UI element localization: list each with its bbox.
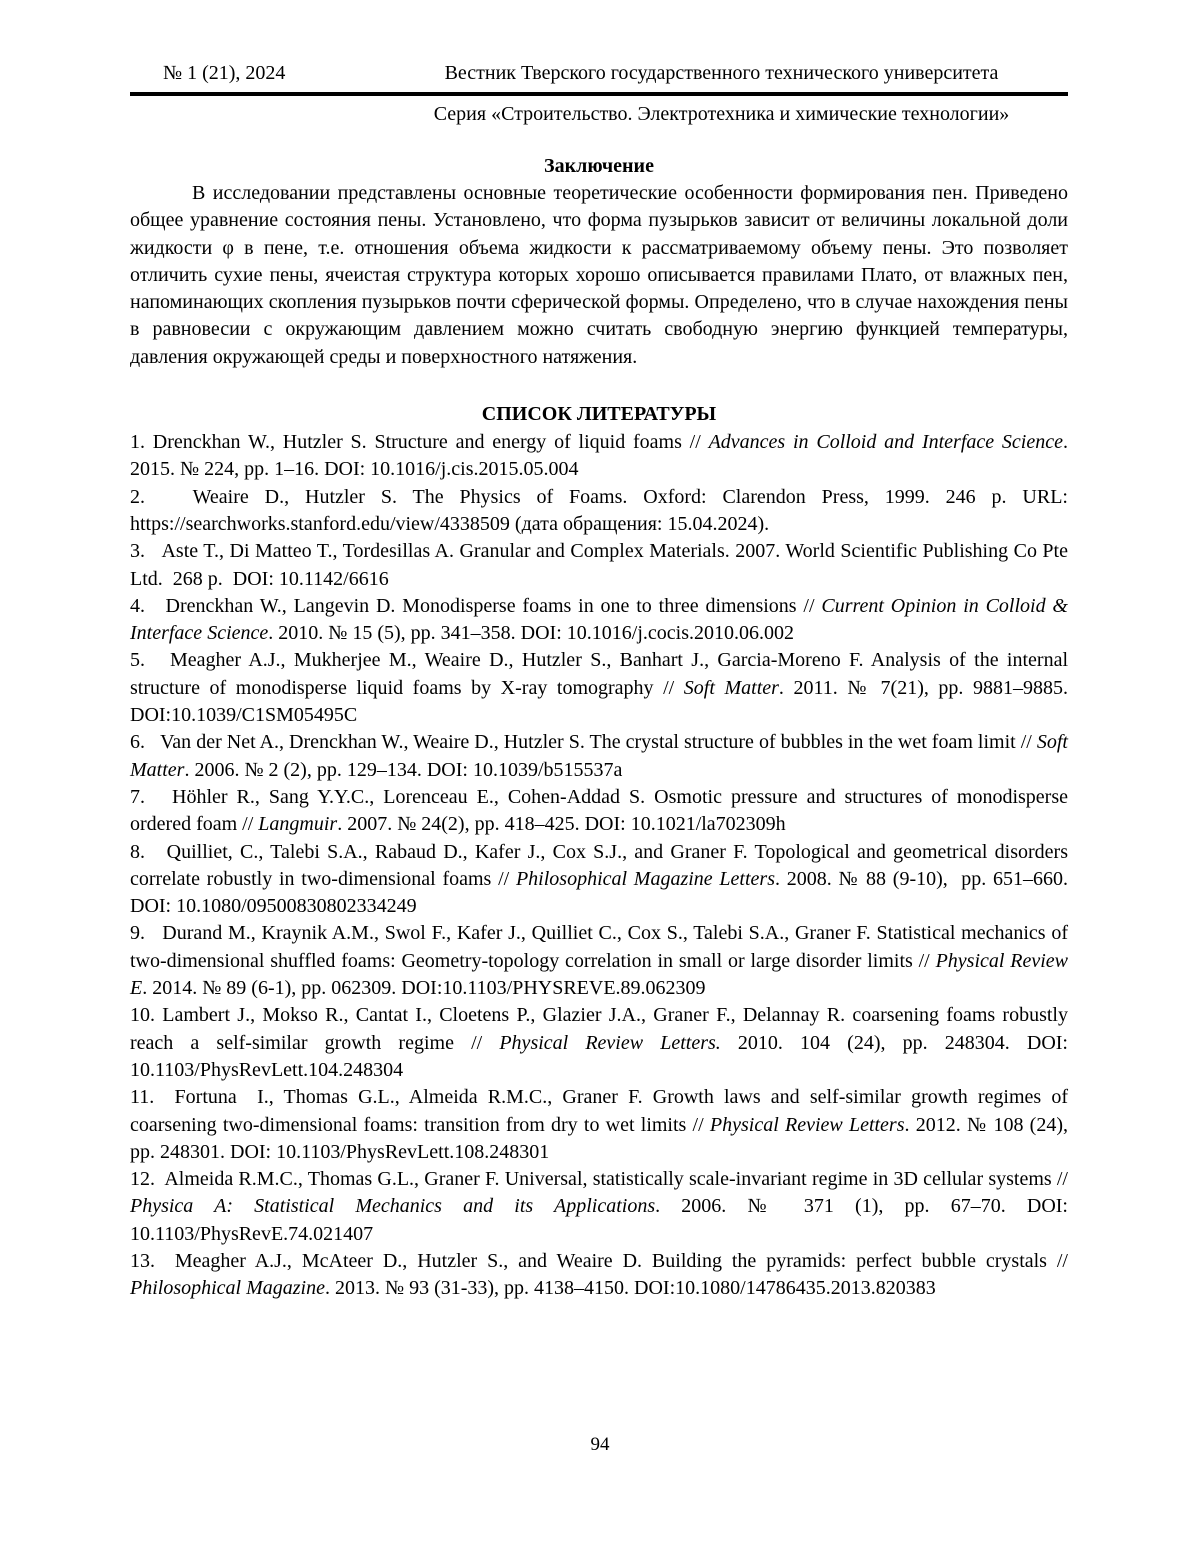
reference-text: . 2012. № 108 (24), pp. 248301. DOI: 10.1103/PhysRevLett.108.248301: [130, 1113, 1069, 1163]
reference-text: . 2011. № 7(21), pp. 9881–9885. DOI:10.1039/C1SM05495C: [130, 676, 1068, 727]
reference-journal-title: Physical Review Letters.: [499, 1031, 721, 1054]
reference-text: . 2007. № 24(2), pp. 418–425. DOI: 10.1021/la702309h: [337, 813, 786, 836]
reference-item: [130, 647, 1068, 729]
references-list: [130, 429, 1068, 1303]
reference-text: 3. Aste T., Di Matteo T., Tordesillas A. Granular and Complex Materials. 2007. World Scientific Publishing Co Pte Ltd. 268 p. DOI: 10.1142/6616: [130, 540, 1068, 590]
reference-item: [130, 839, 1068, 921]
reference-item: [130, 484, 1068, 539]
reference-item: [130, 920, 1068, 1002]
reference-text: . 2010. № 15 (5), pp. 341–358. DOI: 10.1016/j.cocis.2010.06.002: [268, 622, 794, 645]
reference-text: 1. Drenckhan W., Hutzler S. Structure and energy of liquid foams //: [130, 431, 709, 454]
reference-journal-title: Philosophical Magazine: [130, 1277, 325, 1300]
issue-number: № 1 (21), 2024: [163, 62, 286, 84]
reference-text: 10. Lambert J., Mokso R., Cantat I., Cloetens P., Glazier J.A., Graner F., Delannay R. coarsening foams robustly reach a self-similar growth regime //: [130, 1004, 1068, 1054]
reference-text: 12. Almeida R.M.C., Thomas G.L., Graner F. Universal, statistically scale-invariant regime in 3D cellular systems //: [130, 1168, 1068, 1191]
reference-item: [130, 429, 1068, 484]
reference-text: . 2006. № 371 (1), pp. 67–70. DOI: 10.1103/PhysRevE.74.021407: [130, 1195, 1068, 1245]
reference-text: 2010. 104 (24), pp. 248304. DOI: 10.1103/PhysRevLett.104.248304: [130, 1031, 1068, 1081]
header-rule: [130, 92, 1068, 96]
conclusion-title: Заключение: [544, 155, 654, 177]
reference-text: . 2014. № 89 (6-1), pp. 062309. DOI:10.1103/PHYSREVE.89.062309: [142, 977, 706, 1000]
page-header: [130, 60, 1068, 127]
reference-text: 7. Höhler R., Sang Y.Y.C., Lorenceau E., Cohen-Addad S. Osmotic pressure and structures of monodisperse ordered foam //: [130, 785, 1068, 836]
reference-text: 11. Fortuna I., Thomas G.L., Almeida R.M.C., Graner F. Growth laws and self-similar growth regimes of coarsening two-dimensional foams: transition from dry to wet limits //: [130, 1086, 1068, 1136]
reference-journal-title: Physical Review E: [130, 949, 1068, 1000]
reference-journal-title: Soft Matter: [130, 731, 1068, 781]
reference-text: 13. Meagher A.J., McAteer D., Hutzler S., and Weaire D. Building the pyramids: perfect bubble crystals //: [130, 1249, 1068, 1272]
reference-item: [130, 1248, 1068, 1303]
reference-item: [130, 784, 1068, 839]
reference-item: [130, 593, 1068, 648]
reference-text: . 2013. № 93 (31-33), pp. 4138–4150. DOI:10.1080/14786435.2013.820383: [324, 1277, 936, 1300]
series-row: [130, 101, 1068, 127]
page-number: 94: [590, 1434, 610, 1455]
reference-text: 6. Van der Net A., Drenckhan W., Weaire D., Hutzler S. The crystal structure of bubbles in the wet foam limit //: [130, 731, 1037, 754]
reference-journal-title: Current Opinion in Colloid & Interface Science: [130, 594, 1068, 645]
reference-item: [130, 538, 1068, 593]
reference-text: 5. Meagher A.J., Mukherjee M., Weaire D., Hutzler S., Banhart J., Garcia-Moreno F. Analysis of the internal structure of monodisperse liquid foams by X-ray tomography //: [130, 649, 1068, 699]
reference-text: 9. Durand M., Kraynik A.M., Swol F., Kafer J., Quilliet C., Cox S., Talebi S.A., Graner F. Statistical mechanics of two-dimensional shuffled foams: Geometry-topology correlation in small or large disorder limits //: [130, 922, 1068, 972]
reference-text: 2. Weaire D., Hutzler S. The Physics of Foams. Oxford: Clarendon Press, 1999. 246 p. URL: https://searchworks.stanford.edu/view/4338509 (дата обращения: 15.04.2024).: [130, 485, 1068, 535]
reference-journal-title: Philosophical Magazine Letters: [515, 867, 775, 890]
series-spacer: [130, 101, 375, 127]
page-content: [130, 60, 1068, 1303]
reference-text: 8. Quilliet, C., Talebi S.A., Rabaud D., Kafer J., Cox S.J., and Graner F. Topological and geometrical disorders correlate robustly in two-dimensional foams //: [130, 840, 1068, 890]
reference-journal-title: Soft Matter: [683, 676, 779, 699]
references-title: СПИСОК ЛИТЕРАТУРЫ: [481, 403, 717, 426]
reference-item: [130, 1084, 1068, 1166]
reference-text: . 2015. № 224, pp. 1–16. DOI: 10.1016/j.cis.2015.05.004: [130, 431, 1068, 481]
reference-text: 4. Drenckhan W., Langevin D. Monodisperse foams in one to three dimensions //: [130, 594, 822, 617]
reference-journal-title: Advances in Colloid and Interface Science: [708, 431, 1063, 454]
journal-title: Вестник Тверского государственного технического университета: [444, 62, 999, 84]
reference-text: . 2008. № 88 (9-10), pp. 651–660. DOI: 10.1080/09500830802334249: [130, 867, 1069, 918]
conclusion-paragraph: В исследовании представлены основные теоретические особенности формирования пен. Приведено общее уравнение состояния пены. Установлено, что форма пузырьков зависит от величины локальной доли жидкости φ в пене, т.е. отношения объема жидкости к рассматриваемому объему пены. Это позволяет отличить сухие пены, ячеистая структура которых хорошо описывается правилами Плато, от влажных пен, напоминающих скопления пузырьков почти сферической формы. Определено, что в случае нахождения пены в равновесии с окружающим давлением можно считать свободную энергию функцией температуры, давления окружающей среды и поверхностного натяжения.: [130, 182, 1068, 368]
reference-item: [130, 1166, 1068, 1248]
header-row: [130, 60, 1068, 86]
reference-item: [130, 1002, 1068, 1084]
reference-text: . 2006. № 2 (2), pp. 129–134. DOI: 10.1039/b515537a: [184, 758, 623, 781]
journal-series: Серия «Строительство. Электротехника и химические технологии»: [433, 103, 1010, 125]
reference-journal-title: Physica A: Statistical Mechanics and its Applications: [130, 1195, 656, 1218]
reference-item: [130, 729, 1068, 784]
reference-journal-title: Physical Review Letters: [709, 1113, 905, 1136]
reference-journal-title: Langmuir: [258, 813, 338, 836]
